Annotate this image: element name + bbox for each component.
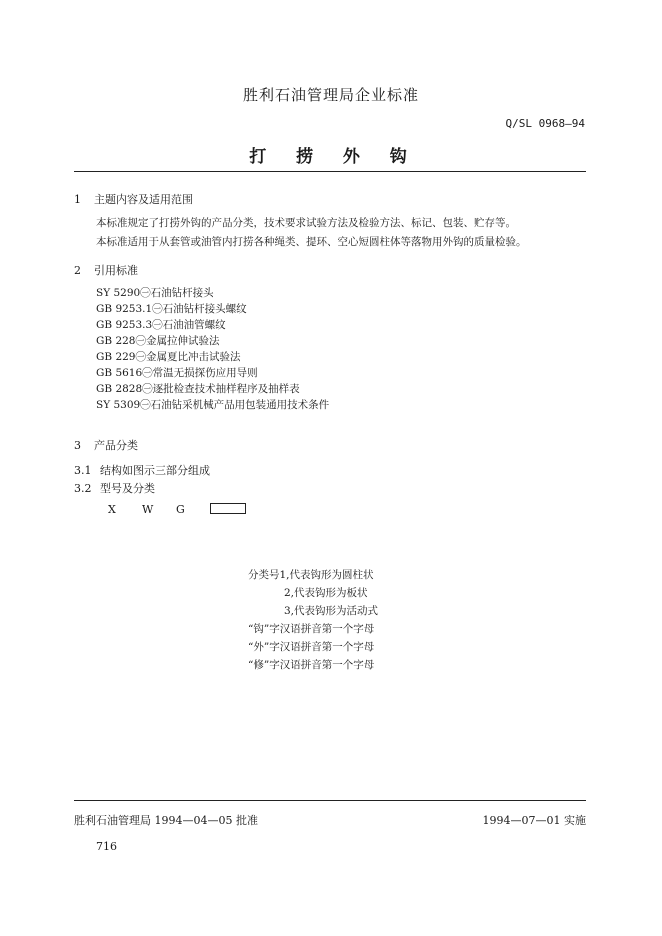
section-3-2 xyxy=(74,480,155,496)
section-3-1 xyxy=(74,462,210,478)
section-1-paragraph-2: 本标准适用于从套管或油管内打捞各种绳类、提环、空心短圆柱体等落物用外钩的质量检验。 xyxy=(96,236,527,248)
approval-date: 胜利石油管理局 1994—04—05 批准 xyxy=(74,814,258,827)
section-3-1-text: 结构如图示三部分组成 xyxy=(100,464,210,477)
document-title-text: 打 捞 外 钩 xyxy=(249,147,413,167)
legend-line-1: 分类号1,代表钩形为圆柱状 xyxy=(248,569,374,581)
legend-line-5: “外”字汉语拼音第一个字母 xyxy=(248,641,375,653)
section-3-1-number: 3.1 xyxy=(74,464,92,477)
reference-item: GB 5616㊀常温无损探伤应用导则 xyxy=(96,367,258,379)
header-rule xyxy=(74,171,586,172)
section-3-2-number: 3.2 xyxy=(74,482,92,495)
model-letter-x: X xyxy=(108,503,116,516)
reference-item: GB 2828㊀逐批检查技术抽样程序及抽样表 xyxy=(96,383,300,395)
section-2-heading xyxy=(74,262,138,278)
section-2-number: 2 xyxy=(74,264,81,277)
model-designation xyxy=(108,498,246,517)
model-letter-w: W xyxy=(142,503,154,516)
page-number: 716 xyxy=(96,840,117,853)
section-3-title: 产品分类 xyxy=(94,439,138,452)
section-1-paragraph-1: 本标准规定了打捞外钩的产品分类，技术要求试验方法及检验方法、标记、包装、贮存等。 xyxy=(96,217,516,229)
standard-org-header: 胜利石油管理局企业标准 xyxy=(242,86,419,104)
reference-item: GB 228㊀金属拉伸试验法 xyxy=(96,335,220,347)
footer-rule xyxy=(74,800,586,801)
section-3-2-text: 型号及分类 xyxy=(100,482,155,495)
reference-standards-list xyxy=(96,285,329,413)
legend-line-3: 3,代表钩形为活动式 xyxy=(284,605,379,617)
model-number-box xyxy=(210,503,246,514)
legend-line-2: 2,代表钩形为板状 xyxy=(284,587,368,599)
model-letter-g: G xyxy=(176,503,185,516)
reference-item: GB 9253.3㊀石油油管螺纹 xyxy=(96,319,226,331)
document-title xyxy=(0,142,662,167)
section-2-title: 引用标准 xyxy=(94,264,138,277)
section-1-title: 主题内容及适用范围 xyxy=(94,193,193,206)
reference-item: SY 5309㊀石油钻采机械产品用包装通用技术条件 xyxy=(96,399,330,411)
effective-date: 1994—07—01 实施 xyxy=(482,814,586,827)
section-3-number: 3 xyxy=(74,439,81,452)
section-1-number: 1 xyxy=(74,193,81,206)
legend-line-6: “修”字汉语拼音第一个字母 xyxy=(248,659,375,671)
legend-line-4: “钩”字汉语拼音第一个字母 xyxy=(248,623,375,635)
section-1-heading xyxy=(74,191,193,207)
reference-item: GB 229㊀金属夏比冲击试验法 xyxy=(96,351,241,363)
standard-code: Q/SL 0968—94 xyxy=(505,117,585,130)
reference-item: GB 9253.1㊀石油钻杆接头螺纹 xyxy=(96,303,247,315)
reference-item: SY 5290㊀石油钻杆接头 xyxy=(96,287,214,299)
section-3-heading xyxy=(74,437,138,453)
